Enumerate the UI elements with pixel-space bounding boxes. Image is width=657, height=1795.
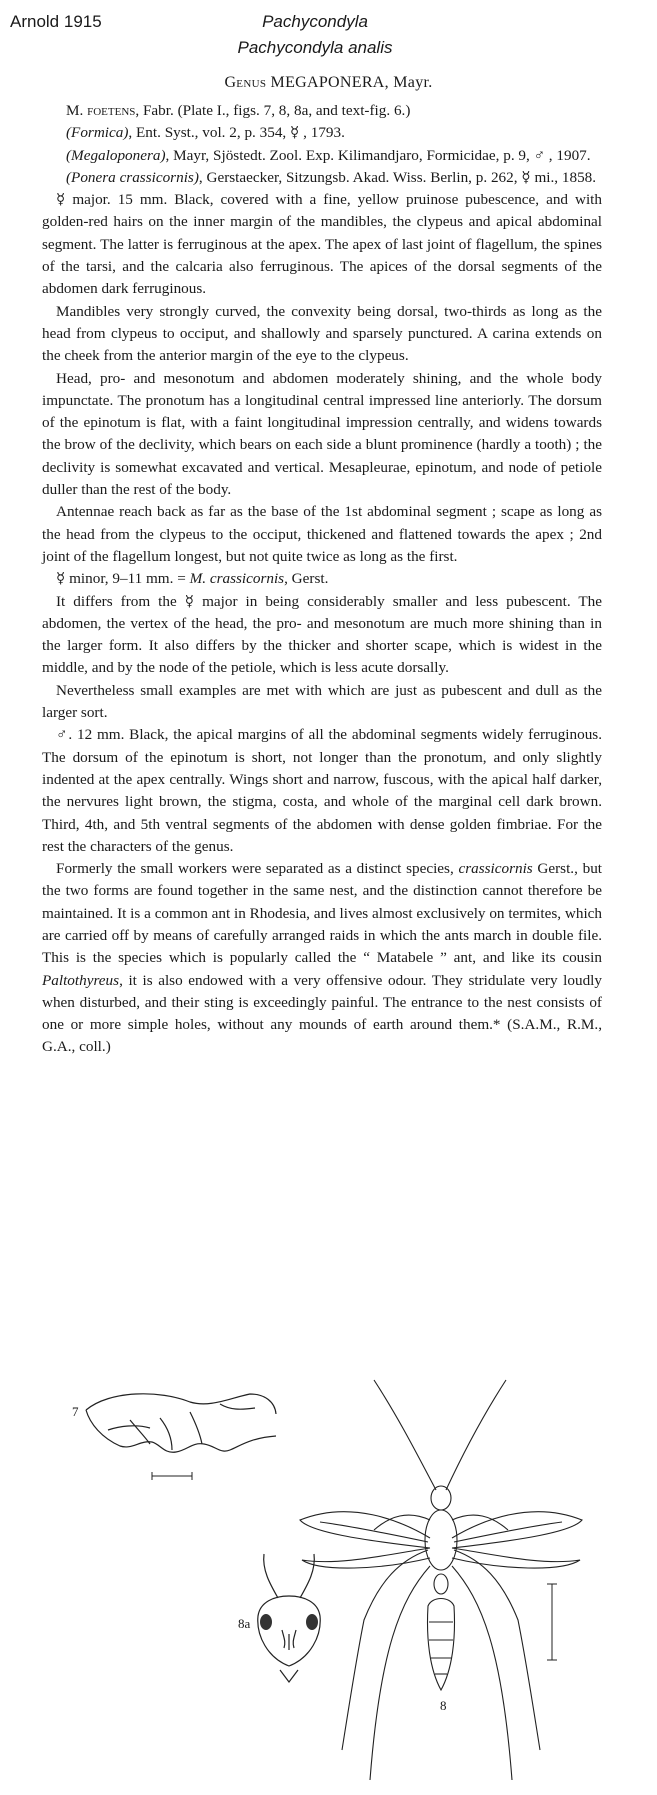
citation-megaloponera: (Megaloponera), Mayr, Sjöstedt. Zool. Exp. Kilimandjaro, Formicidae, p. 9, ♂ , 1907.	[66, 146, 591, 164]
fig7-label: 7	[72, 1404, 79, 1419]
author-year: Arnold 1915	[10, 12, 102, 31]
paragraph-mandibles: Mandibles very strongly curved, the convexity being dorsal, two-thirds as long as the head from clypeus to occiput, and shallowly and sparsely punctured. A carina extends on the cheek from the anterior margin of the eye to the clypeus.	[42, 302, 602, 365]
genus-header: Pachycondyla	[262, 12, 368, 31]
paragraph-small-examples: Nevertheless small examples are met with which are just as pubescent and dull as the larger sort.	[42, 681, 602, 722]
species-header: Pachycondyla analis	[237, 38, 393, 57]
citation-main: M. foetens, Fabr. (Plate I., figs. 7, 8, 8a, and text-fig. 6.)	[66, 102, 411, 119]
fig8a-label: 8a	[238, 1616, 251, 1631]
paragraph-head: Head, pro- and mesonotum and abdomen moderately shining, and the whole body impunctate. The pronotum has a longitudinal central impressed line anteriorly. The dorsum of the epinotum is flat, with a faint longitudinal impression centrally, and widens towards the brow of the declivity, which bears on each side a blunt prominence (hardly a tooth) ; the declivity is somewhat excavated and vertical. Mesapleurae, epinotum, and node of petiole duller than the rest of the body.	[42, 369, 602, 499]
citation-formica: (Formica), Ent. Syst., vol. 2, p. 354, ☿ , 1793.	[66, 124, 345, 142]
paragraph-male: ♂. 12 mm. Black, the apical margins of all the abdominal segments widely ferruginous. The dorsum of the epinotum is short, not longer than the pronotum, and only slightly indented at the apex centrally. Wings short and narrow, fuscous, with the apical half darker, the nervures light brown, the stigma, costa, and whole of the marginal cell dark brown. Third, 4th, and 5th ventral segments of the abdomen with dense golden fimbriae. For the rest the characters of the genus.	[42, 726, 602, 855]
document-body	[42, 100, 602, 1059]
figures-area	[0, 1370, 657, 1790]
genus-name: MEGAPONERA, Mayr.	[270, 74, 433, 91]
paragraph-biology: Formerly the small workers were separated as a distinct species, crassicornis Gerst., but the two forms are found together in the same nest, and the distinction cannot therefore be maintained. It is a common ant in Rhodesia, and lives almost exclusively on termites, which are carried off by means of carefully arranged raids in which the ants march in double file. This is the species which is popularly called the “ Matabele ” ant, and like its cousin Paltothyreus, it is also endowed with a very offensive odour. They stridulate very loudly when disturbed, and their sting is exceedingly painful. The entrance to the nest consists of one or more simple holes, without any mounds of earth around them.* (S.A.M., R.M., G.A., coll.)	[42, 860, 603, 1056]
fig8-label: 8	[440, 1698, 447, 1713]
citation-ponera: (Ponera crassicornis), Gerstaecker, Sitzungsb. Akad. Wiss. Berlin, p. 262, ☿ mi., 1858.	[66, 168, 597, 186]
paragraph-antennae: Antennae reach back as far as the base of the 1st abdominal segment ; scape as long as the head from the clypeus to the occiput, thickened and flattened towards the apex ; 2nd joint of the flagellum longest, but not quite twice as long as the first.	[42, 503, 602, 565]
paragraph-worker-minor: ☿ minor, 9–11 mm. = M. crassicornis, Gerst.	[56, 570, 329, 588]
fig7-head-profile-drawing	[80, 1380, 280, 1490]
genus-prefix: Genus	[224, 74, 267, 91]
paragraph-worker-major: ☿ major. 15 mm. Black, covered with a fine, yellow pruinose pubescence, and with golden-red hairs on the inner margin of the mandibles, the clypeus and apical abdominal segment. The latter is ferruginous at the apex. The apex of last joint of flagellum, the spines of the tarsi, and the calcaria also ferruginous. The apices of the dorsal segments of the abdomen dark ferruginous.	[42, 191, 602, 298]
paragraph-differences: It differs from the ☿ major in being considerably smaller and less pubescent. The abdomen, the vertex of the head, the pro- and mesonotum are much more shining than in the larger form. It also differs by the thicker and shorter scape, which is widest in the middle, and by the node of the petiole, which is less acute dorsally.	[42, 592, 602, 677]
fig8-winged-male-drawing	[290, 1370, 620, 1790]
genus-heading	[0, 74, 657, 92]
